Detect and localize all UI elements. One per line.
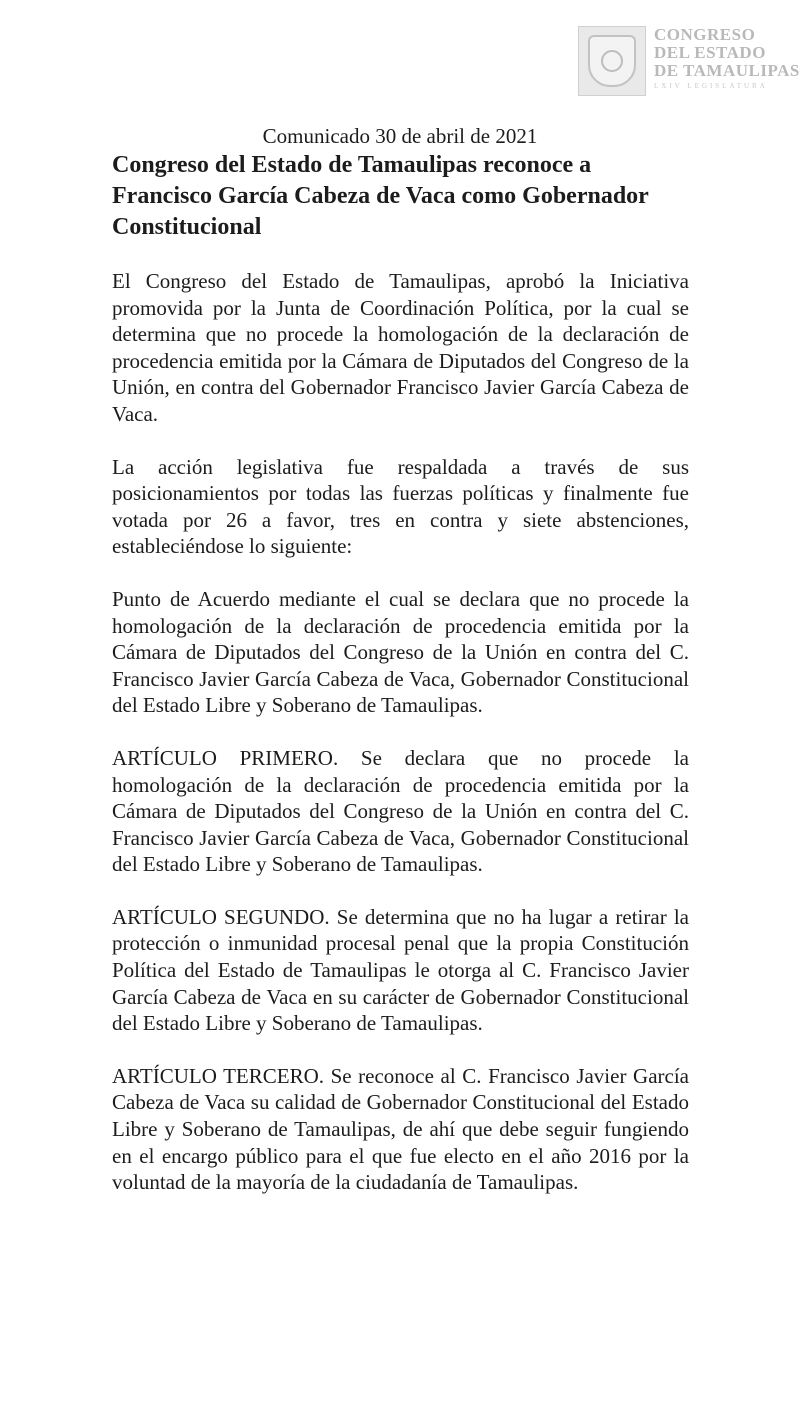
paragraph-article-third: ARTÍCULO TERCERO. Se reconoce al C. Francisco Javier García Cabeza de Vaca su calidad de Gobernador Constitucional del Estado Libre y Soberano de Tamaulipas, de ahí que debe seguir fungiendo en el encargo público para el que fue electo en el año 2016 por la voluntad de la mayoría de la ciudadanía de Tamaulipas. [112,1063,689,1195]
document-title: Congreso del Estado de Tamaulipas reconoce a Francisco García Cabeza de Vaca como Gobernador Constitucional [112,152,649,240]
paragraph-agreement: Punto de Acuerdo mediante el cual se declara que no procede la homologación de la declaración de procedencia emitida por la Cámara de Diputados del Congreso de la Unión en contra del C. Francisco Javier García Cabeza de Vaca, Gobernador Constitucional del Estado Libre y Soberano de Tamaulipas. [112,586,689,718]
paragraph-article-second: ARTÍCULO SEGUNDO. Se determina que no ha lugar a retirar la protección o inmunidad procesal penal que la propia Constitución Política del Estado de Tamaulipas le otorga al C. Francisco Javier García Cabeza de Vaca en su carácter de Gobernador Constitucional del Estado Libre y Soberano de Tamaulipas. [112,904,689,1036]
logo-text [654,26,800,90]
logo-line-4: LXIV LEGISLATURA [654,82,768,90]
logo-line-3: DE TAMAULIPAS [654,61,800,80]
paragraph-intro: El Congreso del Estado de Tamaulipas, aprobó la Iniciativa promovida por la Junta de Coordinación Política, por la cual se determina que no procede la homologación de la declaración de procedencia emitida por la Cámara de Diputados del Congreso de la Unión, en contra del Gobernador Francisco Javier García Cabeza de Vaca. [112,269,689,426]
logo-line-2: DEL ESTADO [654,43,766,62]
paragraph-vote: La acción legislativa fue respaldada a través de sus posicionamientos por todas las fuerzas políticas y finalmente fue votada por 26 a favor, tres en contra y siete abstenciones, estableciéndose lo siguiente: [112,454,689,559]
communique-date: Comunicado 30 de abril de 2021 [262,124,538,148]
logo-line-1: CONGRESO [654,25,756,44]
state-seal-icon [578,26,646,96]
document-body [112,268,689,1222]
congress-logo [578,26,800,102]
paragraph-article-first: ARTÍCULO PRIMERO. Se declara que no procede la homologación de la declaración de procedencia emitida por la Cámara de Diputados del Congreso de la Unión en contra del C. Francisco Javier García Cabeza de Vaca, Gobernador Constitucional del Estado Libre y Soberano de Tamaulipas. [112,745,689,877]
